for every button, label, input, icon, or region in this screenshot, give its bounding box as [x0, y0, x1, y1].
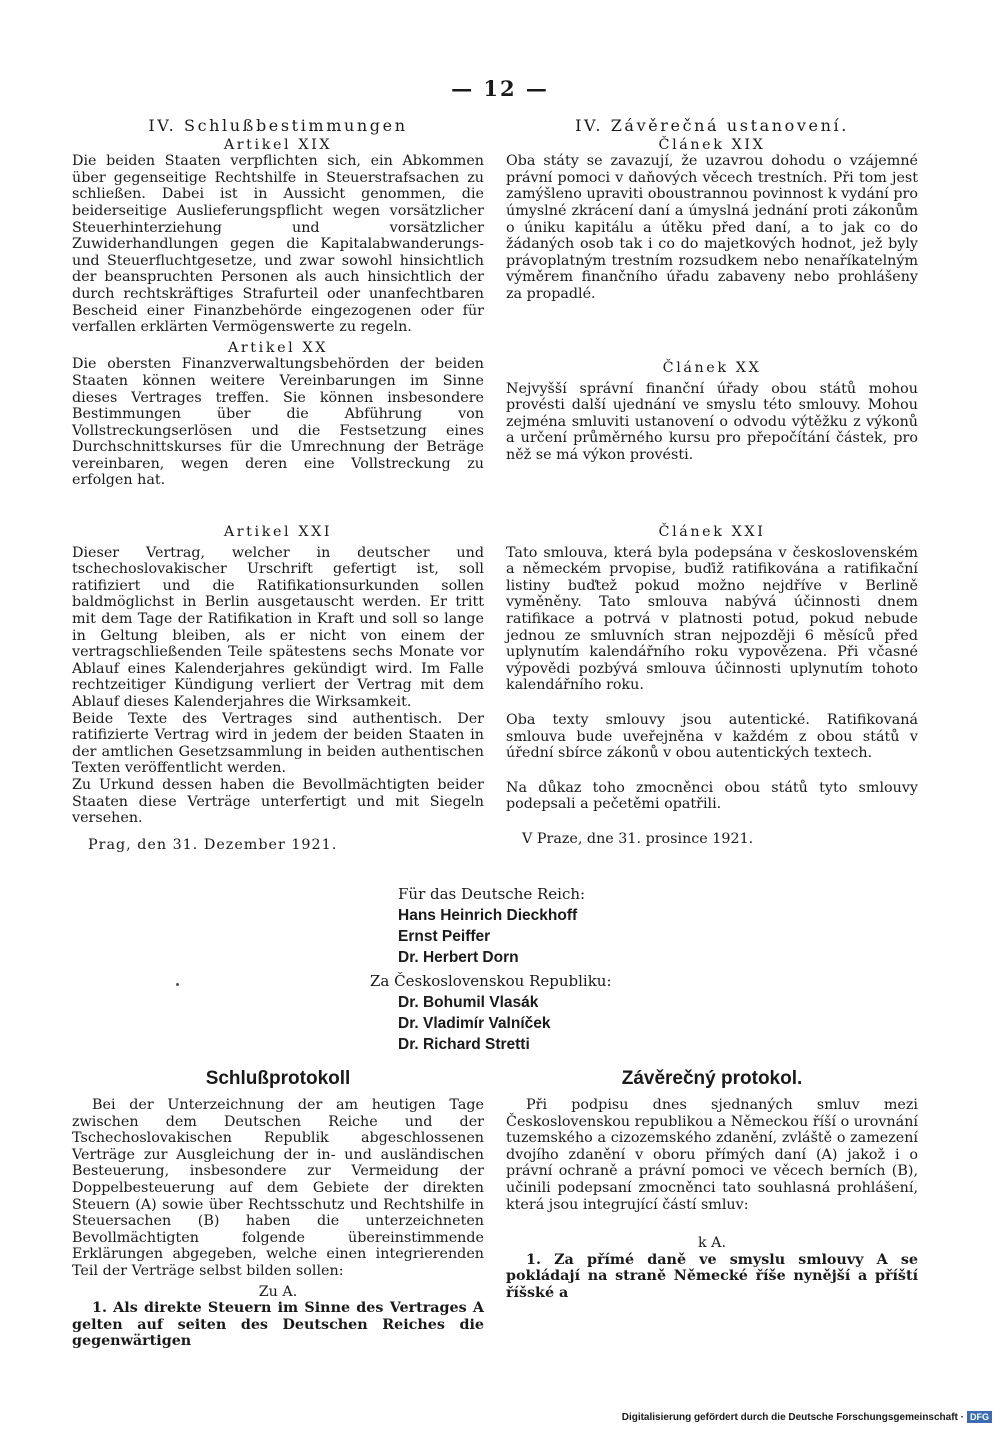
czech-column-3	[506, 524, 918, 848]
article-21-text-cs: Tato smlouva, která byla podepsána v československém a německém prvopise, buďiž ratifikována a ratifikační listiny buďtež pokud možno nejdříve v Berlině vyměněny. Tato smlouva nabývá účinnosti dnem ratifikace a potrvá v platnosti potud, pokud nebude jednou ze smluvních stran nejpozději 6 měsíců před uplynutím kalendářního roku vypovězena. Při včasné výpovědi pozbývá smlouva účinnosti uplynutím tohoto kalendářního roku.	[506, 544, 918, 694]
article-19-title-cs: Článek XIX	[658, 136, 766, 153]
signatory-name: Dr. Herbert Dorn	[398, 949, 519, 966]
protocol-column-cs	[506, 1097, 918, 1302]
protocol-item1-cs: 1. Za přímé daně ve smyslu smlouvy A se pokládají na straně Německé říše nynější a příští říšské a	[506, 1251, 918, 1301]
dfg-logo-icon: DFG	[967, 1411, 992, 1423]
german-signatures	[398, 884, 585, 968]
place-date-cs: V Praze, dne 31. prosince 1921.	[522, 830, 754, 847]
signatory-name: Dr. Vladimír Valníček	[398, 1015, 551, 1032]
article-21-text3-de: Zu Urkund dessen haben die Bevollmächtigten beider Staaten diese Verträge unterfertigt und mit Siegeln versehen.	[72, 776, 484, 827]
czech-signatures	[370, 971, 612, 1055]
article-21-text3-cs: Na důkaz toho zmocněnci obou států tyto smlouvy podepsali a pečetěmi opatřili.	[506, 779, 918, 813]
page-number: — 12 —	[451, 76, 549, 101]
german-column-2	[72, 524, 484, 853]
protocol-intro-cs: Při podpisu dnes sjednaných smluv mezi Československou republikou a Německou říší o urovnání tuzemského a cizozemského zdanění, zvláště o zamezení dvojího zdanění v oboru přímých daní (A) jakož i o právní ochraně a právní pomoci ve věcech berních (B), učinili podepsaní zmocněnci tato souhlasná prohlášení, která jsou integrující částí smluv:	[506, 1097, 918, 1213]
signatory-name: Ernst Peiffer	[398, 928, 491, 945]
article-21-title-cs: Článek XXI	[658, 524, 766, 540]
protocol-intro-de: Bei der Unterzeichnung der am heutigen Tage zwischen dem Deutschen Reiche und der Tschechoslovakischen Republik abgeschlossenen Verträge zur Ausgleichung der in- und ausländischen Besteuerung, insbesondere zur Vermeidung der Doppelbesteuerung auf dem Gebiete der direkten Steuern (A) sowie über Rechtsschutz und Rechtshilfe in Steuersachen (B) haben die unterzeichneten Bevollmächtigten folgende übereinstimmende Erklärungen abgegeben, welche einen integrierenden Teil der Verträge selbst bilden sollen:	[72, 1097, 484, 1279]
german-signatory-label: Für das Deutsche Reich:	[398, 885, 586, 903]
signatory-name: Hans Heinrich Dieckhoff	[398, 907, 578, 924]
speck-mark	[176, 983, 179, 986]
signatory-name: Dr. Richard Stretti	[398, 1036, 530, 1053]
article-21-text2-de: Beide Texte des Vertrages sind authentisch. Der ratifizierte Vertrag wird in jedem der beiden Staaten in der amtlichen Gesetzsammlung in beiden authentischen Texten veröffentlicht werden.	[72, 710, 484, 777]
article-20-title-cs: Článek XX	[662, 360, 762, 376]
czech-column	[506, 118, 918, 303]
section-title-cs: IV. Závěrečná ustanovení.	[575, 116, 849, 135]
protocol-title-cs: Závěrečný protokol.	[621, 1068, 803, 1089]
place-date-de: Prag, den 31. Dezember 1921.	[88, 836, 338, 853]
article-21-title-de: Artikel XXI	[223, 524, 333, 540]
article-19-title-de: Artikel XIX	[223, 136, 333, 153]
protocol-column-de	[72, 1097, 484, 1350]
czech-signatory-label: Za Československou Republiku:	[370, 972, 612, 990]
section-title-de: IV. Schlußbestimmungen	[148, 116, 408, 135]
article-19-text-cs: Oba státy se zavazují, že uzavrou dohodu o vzájemné právní pomoci v daňových věcech trestních. Při tom jest zamýšleno upraviti oboustrannou povinnost k vydání pro úmyslné zkrácení daní a úmyslná jednání proti zákonům o úniku kapitálu a útěku před daní, a to jak co do žádaných osob tak i co do majetkových hodnot, jež byly právoplatným trestním rozsudkem nebo nenaříkatelným výměrem finančního úřadu zabaveny nebo prohlášeny za propadlé.	[506, 153, 918, 302]
article-20-title-de: Artikel XX	[227, 339, 329, 356]
protocol-item1-de: 1. Als direkte Steuern im Sinne des Vertrages A gelten auf seiten des Deutschen Reiches die gegenwärtigen	[72, 1300, 484, 1350]
czech-column-2	[506, 360, 918, 464]
protocol-sub-cs: k A.	[697, 1235, 727, 1252]
article-20-text-cs: Nejvyšší správní finanční úřady obou států mohou provésti další ujednání ve smyslu této smlouvy. Mohou zejména smluviti ustanovení o odvodu výtěžku z výkonů a určení průměrného kursu pro přepočítání částek, pro něž se má výkon provésti.	[506, 380, 918, 463]
protocol-sub-de: Zu A.	[258, 1283, 298, 1300]
german-column	[72, 118, 484, 489]
article-21-text-de: Dieser Vertrag, welcher in deutscher und tschechoslovakischer Urschrift gefertigt ist, soll ratifiziert und die Ratifikationsurkunden sollen baldmöglichst in Berlin ausgetauscht werden. Er tritt mit dem Tage der Ratifikation in Kraft und soll so lange in Geltung bleiben, als er nicht von einem der vertragschließenden Teile spätestens sechs Monate vor Ablauf eines Kalenderjahres gekündigt wird. Im Falle rechtzeitiger Kündigung verliert der Vertrag mit dem Ablauf dieses Kalenderjahres die Wirksamkeit.	[72, 544, 484, 710]
article-19-text-de: Die beiden Staaten verpflichten sich, ein Abkommen über gegenseitige Rechtshilfe in Steuerstrafsachen zu schließen. Dabei ist in Aussicht genommen, die beiderseitige Auslieferungspflicht wegen vorsätzlicher Steuerhinterziehung und vorsätzlicher Zuwiderhandlungen gegen die Kapitalabwanderungs- und Steuerfluchtgesetze, und zwar sowohl hinsichtlich der beanspruchten Personen als auch hinsichtlich der durch rechtskräftiges Strafurteil oder unanfechtbaren Bescheid einer Finanzbehörde eingezogenen oder für verfallen erklärten Vermögenswerte zu regeln.	[72, 153, 484, 336]
article-21-text2-cs: Oba texty smlouvy jsou autentické. Ratifikovaná smlouva bude uveřejněna v každém z obou států v úřední sbírce zákonů v obou autentických textech.	[506, 711, 918, 762]
protocol-title-de: Schlußprotokoll	[205, 1068, 351, 1089]
signatory-name: Dr. Bohumil Vlasák	[398, 994, 539, 1011]
article-20-text-de: Die obersten Finanzverwaltungsbehörden der beiden Staaten können weitere Vereinbarungen im Sinne dieses Vertrages treffen. Sie können insbesondere Bestimmungen über die Abführung von Vollstreckungserlösen und die Festsetzung eines Durchschnittskurses für die Umrechnung der Beträge vereinbaren, wegen deren eine Vollstreckung zu erfolgen hat.	[72, 356, 484, 489]
credit-text: Digitalisierung gefördert durch die Deutsche Forschungsgemeinschaft ·	[621, 1411, 964, 1423]
digitization-credit	[622, 1411, 992, 1423]
